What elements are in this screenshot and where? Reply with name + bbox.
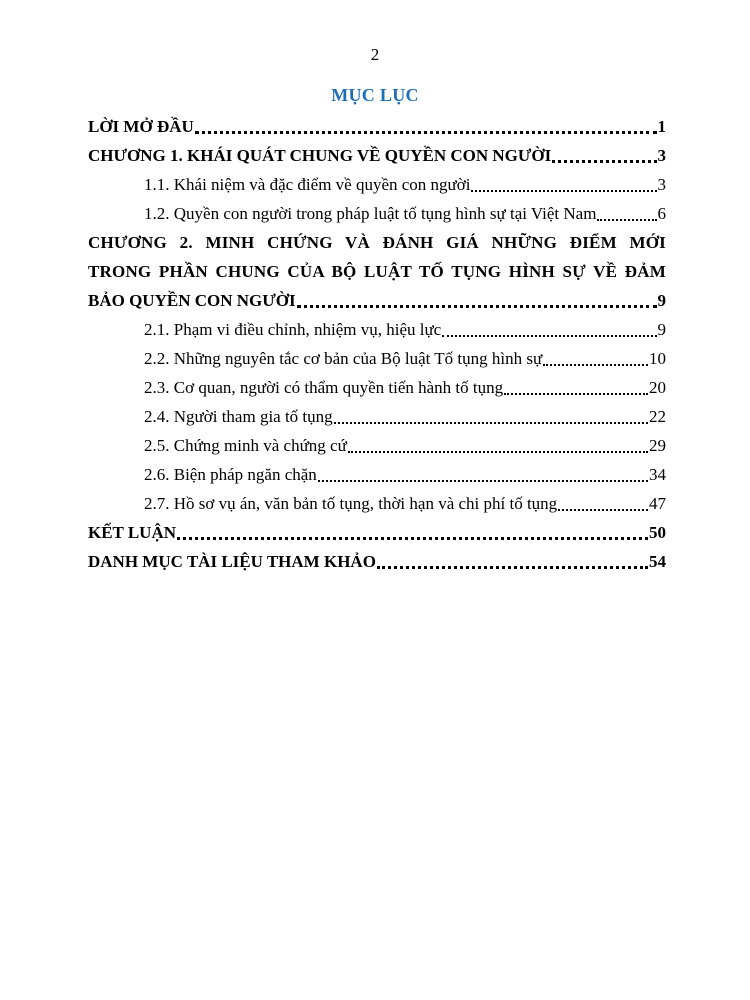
toc-entry-label: 2.7. Hồ sơ vụ án, văn bản tố tụng, thời hạn và chi phí tố tụng [144, 494, 558, 513]
toc-entry-page: 10 [649, 349, 666, 368]
toc-entry-page: 3 [657, 146, 666, 165]
dot-leader [348, 451, 648, 453]
dot-leader [504, 393, 648, 395]
toc-entry-page: 9 [657, 320, 666, 339]
toc-entry-page: 20 [649, 378, 666, 397]
toc-entry-page: 22 [649, 407, 666, 426]
dot-leader [297, 305, 657, 308]
toc-entry-label: KẾT LUẬN [88, 523, 177, 542]
toc-entry-label: CHƯƠNG 1. KHÁI QUÁT CHUNG VỀ QUYỀN CON NGƯỜI [88, 146, 552, 165]
toc-entry-section-2-6[interactable] [88, 460, 666, 489]
toc-entry-page: 1 [657, 117, 666, 136]
toc-entry-section-2-2[interactable] [88, 344, 666, 373]
toc-entry-label: DANH MỤC TÀI LIỆU THAM KHẢO [88, 552, 376, 571]
dot-leader [558, 509, 648, 511]
toc-entry-section-1-2[interactable] [88, 199, 666, 228]
toc-entry-label-line-3-row [88, 286, 666, 315]
toc-entry-page: 9 [657, 291, 666, 310]
toc-entry-section-2-3[interactable] [88, 373, 666, 402]
toc-entry-page: 6 [657, 204, 666, 223]
toc-entry-label-line-1: CHƯƠNG 2. MINH CHỨNG VÀ ĐÁNH GIÁ NHỮNG ĐIỂM MỚI [88, 233, 666, 252]
dot-leader [471, 190, 656, 192]
toc-title: MỤC LỤC [331, 85, 419, 105]
dot-leader [195, 131, 657, 134]
toc-entry-page: 29 [649, 436, 666, 455]
toc-entry-label: LỜI MỞ ĐẦU [88, 117, 194, 136]
dot-leader [552, 160, 656, 163]
toc-entry-label: 2.5. Chứng minh và chứng cứ [144, 436, 347, 455]
toc-entry-section-2-5[interactable] [88, 431, 666, 460]
toc-entry-page: 3 [657, 175, 666, 194]
toc-entry-chapter-2[interactable] [88, 228, 666, 315]
toc-entry-conclusion[interactable] [88, 518, 666, 547]
dot-leader [597, 219, 656, 221]
toc-entry-label: 1.2. Quyền con người trong pháp luật tố tụng hình sự tại Việt Nam [144, 204, 597, 223]
toc-entry-section-2-1[interactable] [88, 315, 666, 344]
page-number: 2 [370, 45, 380, 64]
dot-leader [177, 537, 648, 540]
toc-entry-page: 50 [649, 523, 666, 542]
toc-entry-chapter-1[interactable] [88, 141, 666, 170]
dot-leader [543, 364, 648, 366]
dot-leader [318, 480, 648, 482]
dot-leader [377, 566, 648, 569]
toc-entry-label: 2.2. Những nguyên tắc cơ bản của Bộ luật Tố tụng hình sự [144, 349, 543, 368]
toc-entry-label: 2.3. Cơ quan, người có thẩm quyền tiến hành tố tụng [144, 378, 504, 397]
toc-entry-page: 34 [649, 465, 666, 484]
toc-entry-references[interactable] [88, 547, 666, 576]
toc-entry-label-line-2: TRONG PHẦN CHUNG CỦA BỘ LUẬT TỐ TỤNG HÌNH SỰ VỀ ĐẢM [88, 262, 666, 281]
toc-entry-label: 2.4. Người tham gia tố tụng [144, 407, 333, 426]
toc-entry-page: 54 [649, 552, 666, 571]
toc-entry-section-1-1[interactable] [88, 170, 666, 199]
toc-entry-page: 47 [649, 494, 666, 513]
toc-entry-section-2-7[interactable] [88, 489, 666, 518]
toc-entry-section-2-4[interactable] [88, 402, 666, 431]
toc-entry-label: 2.1. Phạm vi điều chỉnh, nhiệm vụ, hiệu lực [144, 320, 442, 339]
toc-entry-intro[interactable] [88, 112, 666, 141]
toc-entry-label: 1.1. Khái niệm và đặc điểm về quyền con người [144, 175, 471, 194]
table-of-contents [88, 112, 666, 576]
dot-leader [334, 422, 648, 424]
dot-leader [442, 335, 656, 337]
toc-entry-label: 2.6. Biện pháp ngăn chặn [144, 465, 317, 484]
toc-entry-label-line-3: BẢO QUYỀN CON NGƯỜI [88, 291, 296, 310]
